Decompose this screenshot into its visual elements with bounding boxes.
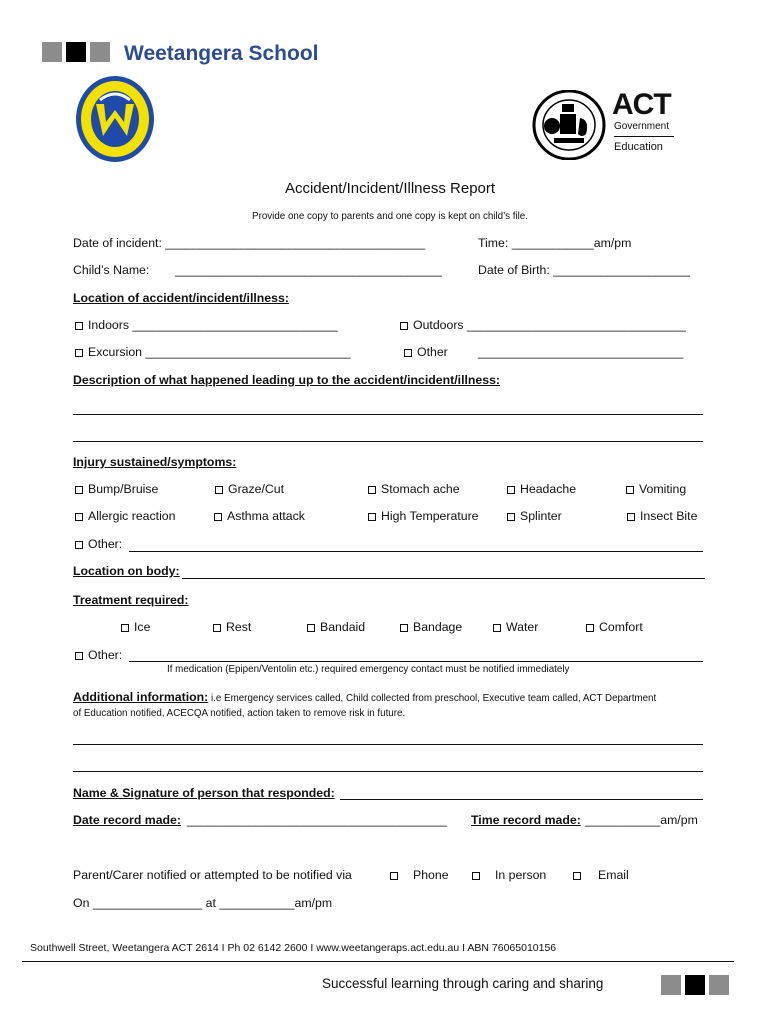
date-record-label: Date record made: — [73, 813, 181, 827]
description-line-2[interactable] — [73, 441, 703, 442]
injury-high-temperature[interactable]: High Temperature — [368, 509, 479, 523]
time-field[interactable]: Time: ____________am/pm — [478, 236, 632, 250]
injury-headache[interactable]: Headache — [507, 482, 576, 496]
header-blocks — [42, 42, 110, 67]
treatment-bandaid[interactable]: Bandaid — [307, 620, 365, 634]
additional-info-label: Additional information: — [73, 690, 209, 704]
treatment-ice[interactable]: Ice — [121, 620, 150, 634]
school-crest-logo — [74, 74, 156, 164]
injury-asthma-attack[interactable]: Asthma attack — [214, 509, 305, 523]
treatment-water[interactable]: Water — [493, 620, 538, 634]
parent-notified-label: Parent/Carer notified or attempted to be notified via — [73, 868, 352, 882]
outdoors-checkbox[interactable]: Outdoors ________________________________ — [400, 318, 686, 332]
indoors-checkbox[interactable]: Indoors ______________________________ — [75, 318, 338, 332]
injury-heading: Injury sustained/symptoms: — [73, 455, 237, 469]
description-line-1[interactable] — [73, 414, 703, 415]
notified-on-at-field[interactable]: On ________________ at ___________am/pm — [73, 896, 333, 910]
notify-phone-checkbox[interactable]: Phone — [390, 868, 449, 882]
time-record-label: Time record made: — [471, 813, 581, 827]
date-record-field[interactable]: ______________________________________ — [187, 813, 447, 827]
other-location-checkbox[interactable]: Other — [404, 345, 448, 359]
treatment-heading: Treatment required: — [73, 593, 189, 607]
injury-insect-bite[interactable]: Insect Bite — [627, 509, 697, 523]
location-heading: Location of accident/incident/illness: — [73, 291, 289, 305]
footer-address: Southwell Street, Weetangera ACT 2614 I Ph 02 6142 2600 I www.weetangeraps.act.edu.au I ABN 76065010156 — [30, 942, 557, 954]
treatment-rest[interactable]: Rest — [213, 620, 251, 634]
act-government-crest — [532, 90, 606, 160]
child-name-field[interactable]: _______________________________________ — [175, 263, 442, 277]
date-of-incident-field[interactable]: Date of incident: ______________________________________ — [73, 236, 426, 250]
child-name-label: Child’s Name: — [73, 263, 150, 277]
notify-email-checkbox[interactable]: Email — [573, 868, 629, 882]
treatment-other-checkbox[interactable]: Other: — [75, 648, 122, 662]
injury-stomach-ache[interactable]: Stomach ache — [368, 482, 460, 496]
school-name: Weetangera School — [124, 42, 319, 65]
notify-in-person-checkbox[interactable]: In person — [472, 868, 546, 882]
injury-vomiting[interactable]: Vomiting — [626, 482, 686, 496]
additional-info-text-2: of Education notified, ACECQA notified, action taken to remove risk in future. — [73, 708, 406, 719]
date-of-birth-field[interactable]: Date of Birth: ____________________ — [478, 263, 690, 277]
additional-info — [73, 690, 656, 704]
footer-motto: Successful learning through caring and sharing — [322, 976, 604, 991]
injury-other-checkbox[interactable]: Other: — [75, 537, 122, 551]
location-on-body-label: Location on body: — [73, 564, 180, 578]
additional-line-1[interactable] — [73, 744, 703, 745]
treatment-comfort[interactable]: Comfort — [586, 620, 643, 634]
act-divider — [614, 136, 674, 137]
medication-note: If medication (Epipen/Ventolin etc.) required emergency contact must be notified immediately — [167, 664, 570, 675]
injury-bump-bruise[interactable]: Bump/Bruise — [75, 482, 158, 496]
injury-splinter[interactable]: Splinter — [507, 509, 562, 523]
additional-line-2[interactable] — [73, 771, 703, 772]
act-title: ACT — [612, 88, 671, 121]
form-title: Accident/Incident/Illness Report — [284, 180, 496, 197]
form-subtitle: Provide one copy to parents and one copy is kept on child’s file. — [252, 211, 528, 222]
additional-info-text-1: i.e Emergency services called, Child collected from preschool, Executive team called, ACT Department — [208, 693, 657, 704]
description-heading: Description of what happened leading up to the accident/incident/illness: — [73, 373, 501, 387]
location-on-body-line[interactable] — [182, 578, 705, 579]
act-education: Education — [614, 141, 663, 153]
time-record-field[interactable]: ___________am/pm — [585, 813, 698, 827]
footer-blocks — [661, 975, 729, 1000]
injury-other-line[interactable] — [129, 551, 703, 552]
injury-allergic-reaction[interactable]: Allergic reaction — [75, 509, 175, 523]
injury-graze-cut[interactable]: Graze/Cut — [215, 482, 284, 496]
responder-line[interactable] — [340, 799, 703, 800]
treatment-bandage[interactable]: Bandage — [400, 620, 462, 634]
responder-label: Name & Signature of person that responded: — [73, 786, 335, 800]
treatment-other-line[interactable] — [129, 661, 703, 662]
excursion-checkbox[interactable]: Excursion ______________________________ — [75, 345, 351, 359]
footer-divider — [22, 961, 734, 962]
act-government: Government — [614, 121, 670, 132]
other-location-field[interactable]: ______________________________ — [478, 345, 684, 359]
